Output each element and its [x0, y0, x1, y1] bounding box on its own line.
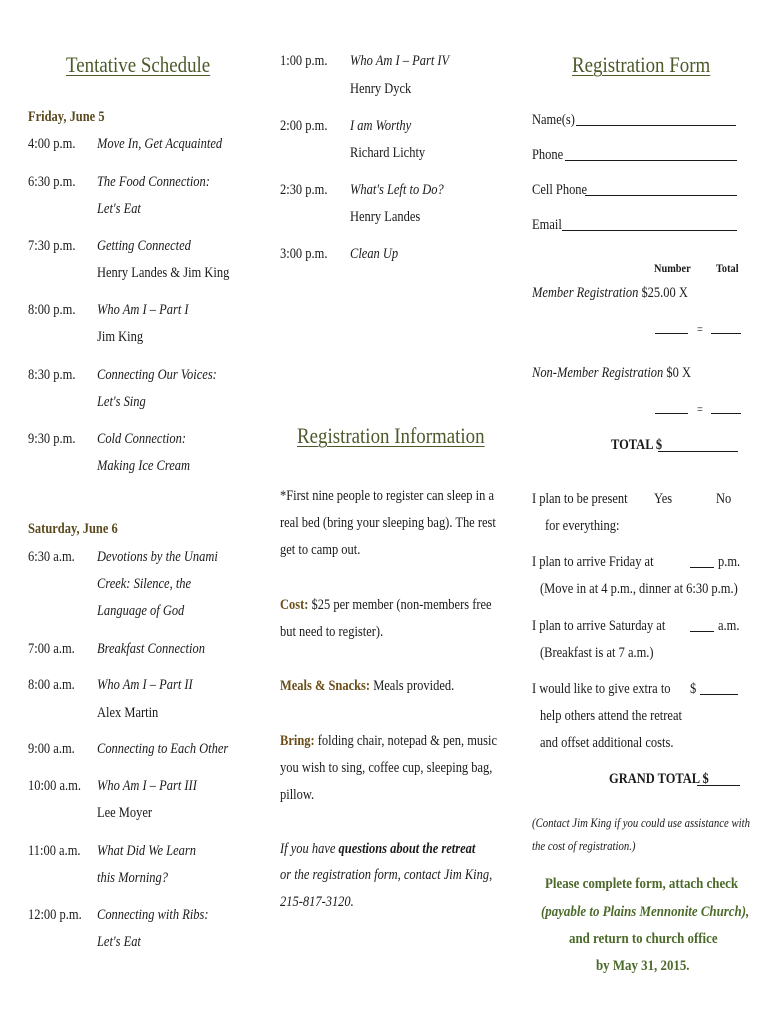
arrive-saturday-note: (Breakfast is at 7 a.m.) — [540, 645, 654, 661]
registration-form-title: Registration Form — [572, 52, 711, 77]
grand-total-label: GRAND TOTAL $ — [609, 771, 709, 787]
info-text: pillow. — [280, 787, 315, 803]
closing-deadline: by May 31, 2015. — [596, 958, 690, 974]
schedule-speaker: Alex Martin — [97, 705, 159, 721]
meals-label: Meals & Snacks: — [280, 678, 371, 694]
cell-phone-field[interactable] — [585, 195, 737, 196]
saturday-heading: Saturday, June 6 — [28, 521, 118, 537]
schedule-speaker: Henry Landes & Jim King — [97, 265, 230, 281]
contact-note-line2: the cost of registration.) — [532, 839, 636, 853]
contact-phone: 215-817-3120. — [280, 894, 354, 910]
schedule-time: 8:00 a.m. — [28, 677, 75, 693]
arrive-saturday-field[interactable] — [690, 631, 714, 632]
closing-line: Please complete form, attach check — [545, 876, 739, 892]
questions-bold: questions about the retreat — [338, 841, 476, 857]
schedule-time: 6:30 a.m. — [28, 549, 75, 565]
cost-info — [280, 596, 492, 614]
phone-field[interactable] — [565, 160, 737, 161]
member-number-field[interactable] — [655, 333, 688, 334]
schedule-event: What's Left to Do? — [350, 182, 444, 198]
schedule-time: 2:30 p.m. — [280, 182, 328, 198]
number-header: Number — [654, 261, 691, 275]
contact-note: (Contact Jim King if you could use assistance with — [532, 816, 750, 830]
yes-option[interactable]: Yes — [654, 491, 673, 507]
schedule-time: 4:00 p.m. — [28, 136, 76, 152]
schedule-time: 7:00 a.m. — [28, 641, 75, 657]
questions-info — [280, 840, 475, 858]
equals-sign: = — [697, 322, 703, 336]
schedule-speaker: Henry Dyck — [350, 81, 412, 97]
schedule-event: Getting Connected — [97, 238, 191, 254]
phone-label: Phone — [532, 147, 564, 163]
schedule-time: 8:30 p.m. — [28, 367, 76, 383]
member-label: Member Registration — [532, 285, 639, 301]
equals-sign: = — [697, 402, 703, 416]
schedule-time: 1:00 p.m. — [280, 53, 328, 69]
schedule-time: 7:30 p.m. — [28, 238, 76, 254]
schedule-event: Connecting with Ribs: — [97, 907, 209, 923]
schedule-event-line3: Language of God — [97, 603, 185, 619]
total-label: TOTAL $ — [611, 437, 663, 453]
schedule-time: 2:00 p.m. — [280, 118, 328, 134]
schedule-event: Who Am I – Part IV — [350, 53, 450, 69]
total-header: Total — [716, 261, 739, 275]
member-registration — [532, 284, 688, 302]
schedule-event-sub: Let's Sing — [97, 394, 146, 410]
closing-line: (payable to Plains Mennonite Church), — [541, 904, 750, 920]
extra-label: I would like to give extra to — [532, 681, 671, 697]
total-field[interactable] — [658, 451, 738, 452]
schedule-event-line2: Creek: Silence, the — [97, 576, 192, 592]
schedule-time: 6:30 p.m. — [28, 174, 76, 190]
email-field[interactable] — [562, 230, 737, 231]
bring-label: Bring: — [280, 733, 315, 749]
registration-info-title: Registration Information — [297, 423, 485, 448]
arrive-saturday-unit: a.m. — [718, 618, 740, 634]
info-text: you wish to sing, coffee cup, sleeping bag, — [280, 760, 493, 776]
schedule-event: The Food Connection: — [97, 174, 210, 190]
bring-text: folding chair, notepad & pen, music — [314, 733, 498, 749]
plan-present-label: I plan to be present — [532, 491, 628, 507]
schedule-event-line2: this Morning? — [97, 870, 169, 886]
friday-heading: Friday, June 5 — [28, 109, 105, 125]
schedule-event: Who Am I – Part I — [97, 302, 189, 318]
schedule-title: Tentative Schedule — [66, 52, 211, 77]
schedule-speaker: Jim King — [97, 329, 144, 345]
schedule-time: 12:00 p.m. — [28, 907, 82, 923]
info-text: or the registration form, contact Jim King, — [280, 867, 493, 883]
nonmember-number-field[interactable] — [655, 413, 688, 414]
info-text: but need to register). — [280, 624, 384, 640]
schedule-event: Connecting to Each Other — [97, 741, 229, 757]
member-total-field[interactable] — [711, 333, 741, 334]
schedule-time: 11:00 a.m. — [28, 843, 81, 859]
schedule-event: Cold Connection: — [97, 431, 187, 447]
cell-phone-label: Cell Phone — [532, 182, 588, 198]
schedule-event: Connecting Our Voices: — [97, 367, 217, 383]
arrive-saturday-label: I plan to arrive Saturday at — [532, 618, 666, 634]
schedule-event: Breakfast Connection — [97, 641, 205, 657]
info-text: *First nine people to register can sleep in a — [280, 488, 495, 504]
extra-amount-field[interactable] — [700, 694, 738, 695]
schedule-time: 10:00 a.m. — [28, 778, 81, 794]
schedule-event: Devotions by the Unami — [97, 549, 218, 565]
schedule-time: 9:30 p.m. — [28, 431, 76, 447]
grand-total-field[interactable] — [697, 785, 740, 786]
schedule-event: Who Am I – Part II — [97, 677, 193, 693]
schedule-event-line2: Let's Eat — [97, 934, 141, 950]
schedule-speaker: Henry Landes — [350, 209, 421, 225]
schedule-event: Who Am I – Part III — [97, 778, 197, 794]
extra-label-line2: help others attend the retreat — [540, 708, 682, 724]
names-label: Name(s) — [532, 112, 575, 128]
cost-text: $25 per member (non-members free — [308, 597, 492, 613]
names-field[interactable] — [576, 125, 736, 126]
questions-pre: If you have — [280, 841, 339, 857]
cost-label: Cost: — [280, 597, 309, 613]
schedule-event: Move In, Get Acquainted — [97, 136, 223, 152]
schedule-event-sub: Let's Eat — [97, 201, 141, 217]
schedule-event-sub: Making Ice Cream — [97, 458, 191, 474]
member-price: $25.00 X — [638, 285, 688, 301]
nonmember-price: $0 X — [663, 365, 691, 381]
arrive-friday-note: (Move in at 4 p.m., dinner at 6:30 p.m.) — [540, 581, 738, 597]
schedule-event: I am Worthy — [350, 118, 412, 134]
schedule-time: 8:00 p.m. — [28, 302, 76, 318]
nonmember-registration — [532, 364, 691, 382]
no-option[interactable]: No — [716, 491, 732, 507]
nonmember-label: Non-Member Registration — [532, 365, 664, 381]
schedule-speaker: Richard Lichty — [350, 145, 426, 161]
extra-dollar: $ — [690, 681, 697, 697]
plan-present-label-line2: for everything: — [545, 518, 620, 534]
meals-text: Meals provided. — [370, 678, 455, 694]
email-label: Email — [532, 217, 562, 233]
arrive-friday-unit: p.m. — [718, 554, 741, 570]
schedule-time: 9:00 a.m. — [28, 741, 75, 757]
extra-label-line3: and offset additional costs. — [540, 735, 674, 751]
info-text: real bed (bring your sleeping bag). The rest — [280, 515, 496, 531]
schedule-event: What Did We Learn — [97, 843, 196, 859]
schedule-time: 3:00 p.m. — [280, 246, 328, 262]
closing-line: and return to church office — [569, 931, 718, 947]
nonmember-total-field[interactable] — [711, 413, 741, 414]
arrive-friday-field[interactable] — [690, 567, 714, 568]
arrive-friday-label: I plan to arrive Friday at — [532, 554, 654, 570]
schedule-event: Clean Up — [350, 246, 399, 262]
meals-info — [280, 677, 454, 695]
schedule-speaker: Lee Moyer — [97, 805, 153, 821]
info-text: get to camp out. — [280, 542, 361, 558]
bring-info — [280, 732, 497, 750]
